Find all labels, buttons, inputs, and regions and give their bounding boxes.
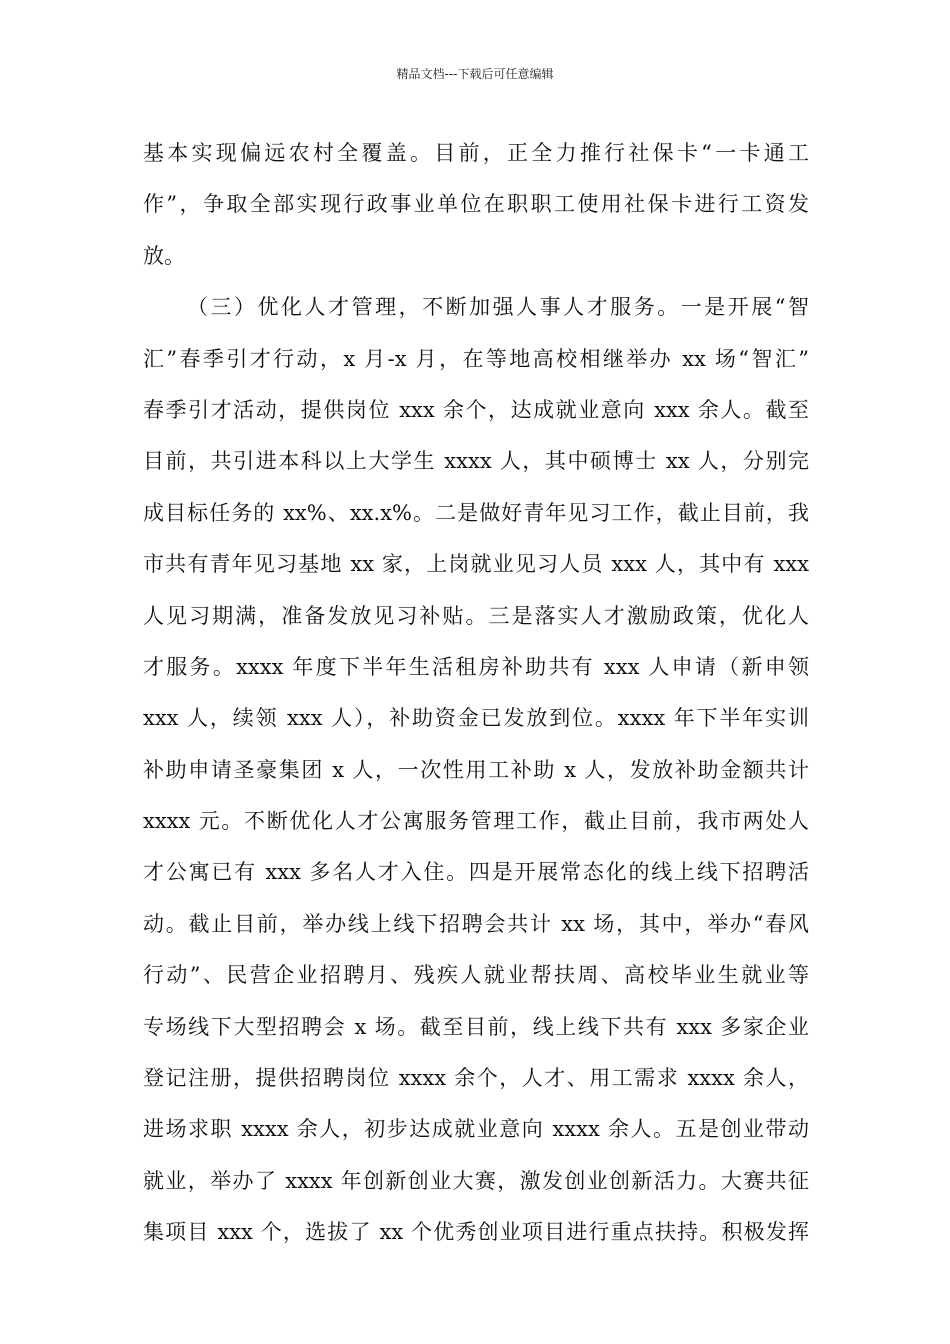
text-line: xxxx 元。不断优化人才公寓服务管理工作，截止目前，我市两处人 <box>143 809 809 834</box>
text-line: 目前，共引进本科以上大学生 xxxx 人，其中硕博士 xx 人，分别完 <box>143 449 809 474</box>
text-line: 补助申请圣豪集团 x 人，一次性用工补助 x 人，发放补助金额共计 <box>143 757 809 782</box>
text-line: 就业，举办了 xxxx 年创新创业大赛，激发创业创新活力。大赛共征 <box>143 1168 809 1193</box>
text-line: 进场求职 xxxx 余人，初步达成就业意向 xxxx 余人。五是创业带动 <box>143 1117 809 1142</box>
page-header: 精品文档---下载后可任意编辑 <box>396 67 554 81</box>
text-line: 登记注册，提供招聘岗位 xxxx 余个，人才、用工需求 xxxx 余人， <box>143 1066 809 1091</box>
text-line: 成目标任务的 xx%、xx.x%。二是做好青年见习工作，截止目前，我 <box>143 500 809 525</box>
text-line: 才服务。xxxx 年度下半年生活租房补助共有 xxx 人申请（新申领 <box>143 654 809 679</box>
text-line: 行动”、民营企业招聘月、残疾人就业帮扶周、高校毕业生就业等 <box>143 963 809 988</box>
text-line: xxx 人，续领 xxx 人），补助资金已发放到位。xxxx 年下半年实训 <box>143 706 809 731</box>
text-line: 专场线下大型招聘会 x 场。截至目前，线上线下共有 xxx 多家企业 <box>143 1014 809 1039</box>
text-line: 放。 <box>143 243 185 268</box>
text-line: 才公寓已有 xxx 多名人才入住。四是开展常态化的线上线下招聘活 <box>143 860 809 885</box>
text-line: 集项目 xxx 个，选拔了 xx 个优秀创业项目进行重点扶持。积极发挥 <box>143 1220 809 1245</box>
text-line: 作”，争取全部实现行政事业单位在职职工使用社保卡进行工资发 <box>143 192 809 217</box>
text-line: 动。截止目前，举办线上线下招聘会共计 xx 场，其中，举办“春风 <box>143 911 809 936</box>
text-line: 汇”春季引才行动，x 月-x 月，在等地高校相继举办 xx 场“智汇” <box>143 346 809 371</box>
text-line: 春季引才活动，提供岗位 xxx 余个，达成就业意向 xxx 余人。截至 <box>143 397 809 422</box>
text-line: 人见习期满，准备发放见习补贴。三是落实人才激励政策，优化人 <box>143 603 809 628</box>
document-body <box>143 128 809 1259</box>
text-line: 市共有青年见习基地 xx 家，上岗就业见习人员 xxx 人，其中有 xxx <box>143 552 809 577</box>
text-line: 基本实现偏远农村全覆盖。目前，正全力推行社保卡“一卡通工 <box>143 141 809 165</box>
paragraph-start-line: （三）优化人才管理，不断加强人事人才服务。一是开展“智 <box>187 295 809 320</box>
